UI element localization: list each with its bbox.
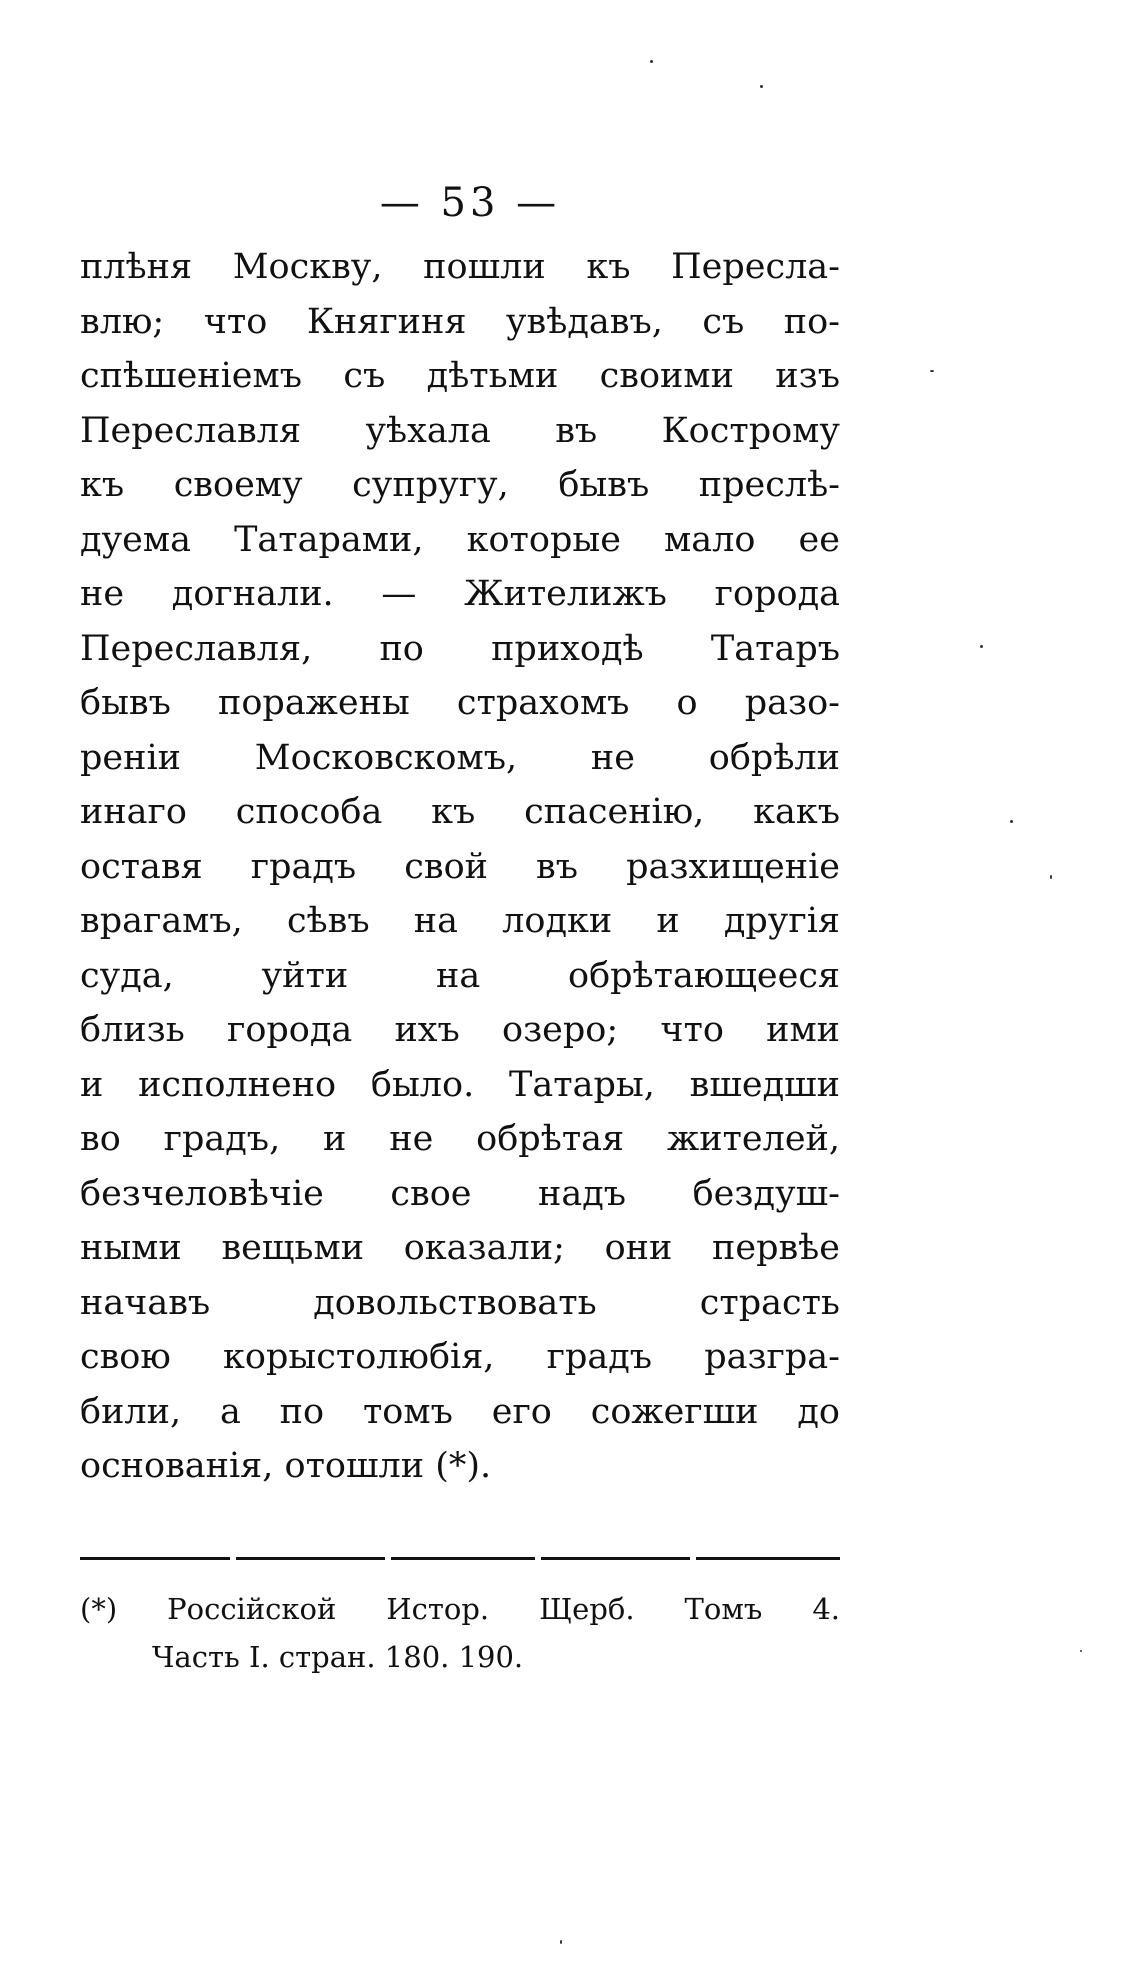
footnote-line-1: (*) Россійской Истор. Щерб. Томъ 4. bbox=[80, 1592, 840, 1626]
text-line: свою корыстолюбія, градъ разгра- bbox=[80, 1337, 840, 1377]
text-line: инаго способа къ спасенію, какъ bbox=[80, 792, 840, 832]
text-line: оставя градъ свой въ разхищеніе bbox=[80, 846, 840, 887]
text-line: Переславля, по приходѣ Татаръ bbox=[80, 628, 840, 669]
scan-speck bbox=[980, 645, 983, 648]
text-line: близь города ихъ озеро; что ими bbox=[80, 1010, 840, 1050]
text-line: во градъ, и не обрѣтая жителей, bbox=[80, 1119, 840, 1159]
text-line: плѣня Москву, пошли къ Пересла- bbox=[80, 247, 840, 287]
text-line-last: основанія, отошли (*). bbox=[80, 1446, 492, 1486]
scan-speck bbox=[650, 60, 653, 63]
footnote-separator-rule bbox=[80, 1557, 840, 1560]
text-line: не догнали. — Жителижъ города bbox=[80, 574, 840, 614]
page-number: — 53 — bbox=[379, 180, 561, 226]
footnote-line-2: Часть I. стран. 180. 190. bbox=[152, 1640, 524, 1674]
rule-gap bbox=[535, 1556, 541, 1562]
text-line: влю; что Княгиня увѣдавъ, съ по- bbox=[80, 301, 840, 342]
scan-speck bbox=[1010, 820, 1013, 823]
scan-speck bbox=[1080, 1650, 1082, 1652]
text-line: начавъ довольствовать страсть bbox=[80, 1282, 840, 1323]
text-line: били, а по томъ его сожегши до bbox=[80, 1391, 840, 1432]
rule-gap bbox=[690, 1556, 696, 1562]
text-line: суда, уйти на обрѣтающееся bbox=[80, 955, 840, 996]
text-line: и исполнено было. Татары, вшедши bbox=[80, 1064, 840, 1105]
text-line: ными вещьми оказали; они первѣе bbox=[80, 1228, 840, 1268]
text-line: дуема Татарами, которые мало ее bbox=[80, 519, 840, 560]
text-line: безчеловѣчіе свое надъ бездуш- bbox=[80, 1173, 840, 1214]
scan-speck bbox=[560, 1940, 562, 1944]
text-line: Переславля уѣхала въ Кострому bbox=[80, 410, 840, 451]
footnote bbox=[80, 1585, 840, 1681]
text-line: бывъ поражены страхомъ о разо- bbox=[80, 683, 840, 723]
scan-speck bbox=[930, 370, 934, 372]
scan-speck bbox=[1050, 875, 1052, 879]
scan-speck bbox=[760, 85, 763, 88]
text-line: реніи Московскомъ, не обрѣли bbox=[80, 737, 840, 778]
rule-gap bbox=[230, 1556, 236, 1562]
rule-gap bbox=[385, 1556, 391, 1562]
text-line: къ своему супругу, бывъ преслѣ- bbox=[80, 465, 840, 505]
text-line: спѣшеніемъ съ дѣтьми своими изъ bbox=[80, 356, 840, 396]
main-text-block bbox=[80, 240, 840, 1494]
text-line: врагамъ, сѣвъ на лодки и другія bbox=[80, 901, 840, 941]
